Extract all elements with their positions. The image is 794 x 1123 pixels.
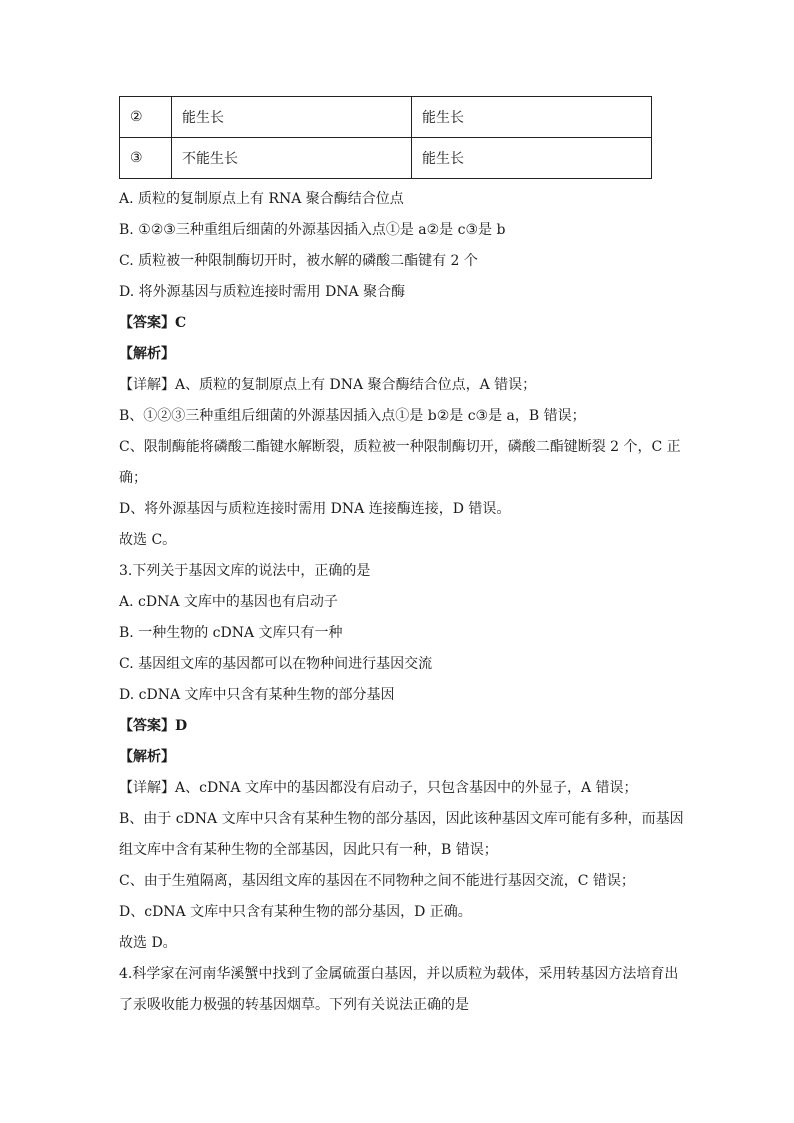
text-line: D、将外源基因与质粒连接时需用 DNA 连接酶连接，D 错误。 bbox=[119, 501, 511, 517]
text-line: B、①②③三种重组后细菌的外源基因插入点①是 b②是 c③是 a，B 错误； bbox=[119, 408, 586, 424]
text-line: A. cDNA 文库中的基因也有启动子 bbox=[119, 594, 338, 610]
table-cell: 不能生长 bbox=[172, 138, 412, 179]
table-cell: ② bbox=[120, 97, 172, 138]
result-table bbox=[119, 96, 652, 179]
text-line: 确； bbox=[119, 470, 147, 486]
table-row bbox=[120, 97, 652, 138]
text-line: B. 一种生物的 cDNA 文库只有一种 bbox=[119, 625, 343, 641]
text-line: 【详解】A、质粒的复制原点上有 DNA 聚合酶结合位点，A 错误； bbox=[119, 377, 537, 393]
analysis-label: 【解析】 bbox=[119, 346, 175, 362]
text-line: 了汞吸收能力极强的转基因烟草。下列有关说法正确的是 bbox=[119, 997, 469, 1013]
text-line: D、cDNA 文库中只含有某种生物的部分基因，D 正确。 bbox=[119, 904, 472, 920]
text-line: 【详解】A、cDNA 文库中的基因都没有启动子，只包含基因中的外显子，A 错误； bbox=[119, 780, 638, 796]
table-cell: 能生长 bbox=[412, 138, 652, 179]
table-row bbox=[120, 138, 652, 179]
text-line: A. 质粒的复制原点上有 RNA 聚合酶结合位点 bbox=[119, 191, 404, 207]
question-stem: 3.下列关于基因文库的说法中，正确的是 bbox=[119, 563, 371, 579]
table-cell: 能生长 bbox=[172, 97, 412, 138]
text-line: C. 质粒被一种限制酶切开时，被水解的磷酸二酯键有 2 个 bbox=[119, 253, 478, 269]
table-cell: ③ bbox=[120, 138, 172, 179]
answer-label: 【答案】C bbox=[119, 315, 187, 331]
text-line: 故选 D。 bbox=[119, 935, 177, 951]
text-line: D. 将外源基因与质粒连接时需用 DNA 聚合酶 bbox=[119, 284, 406, 300]
text-line: C. 基因组文库的基因都可以在物种间进行基因交流 bbox=[119, 656, 433, 672]
analysis-label: 【解析】 bbox=[119, 749, 175, 765]
answer-label: 【答案】D bbox=[119, 718, 188, 734]
text-line: B. ①②③三种重组后细菌的外源基因插入点①是 a②是 c③是 b bbox=[119, 222, 506, 238]
text-line: 故选 C。 bbox=[119, 532, 177, 548]
table-cell: 能生长 bbox=[412, 97, 652, 138]
question-stem: 4.科学家在河南华溪蟹中找到了金属硫蛋白基因，并以质粒为载体，采用转基因方法培育出 bbox=[119, 966, 679, 982]
text-line: B、由于 cDNA 文库中只含有某种生物的部分基因，因此该种基因文库可能有多种，而基因 bbox=[119, 811, 684, 827]
text-line: C、由于生殖隔离，基因组文库的基因在不同物种之间不能进行基因交流，C 错误； bbox=[119, 873, 635, 889]
text-line: D. cDNA 文库中只含有某种生物的部分基因 bbox=[119, 687, 395, 703]
text-line: C、限制酶能将磷酸二酯键水解断裂，质粒被一种限制酶切开，磷酸二酯键断裂 2 个，C 正 bbox=[119, 439, 681, 455]
text-line: 组文库中含有某种生物的全部基因，因此只有一种，B 错误； bbox=[119, 842, 498, 858]
